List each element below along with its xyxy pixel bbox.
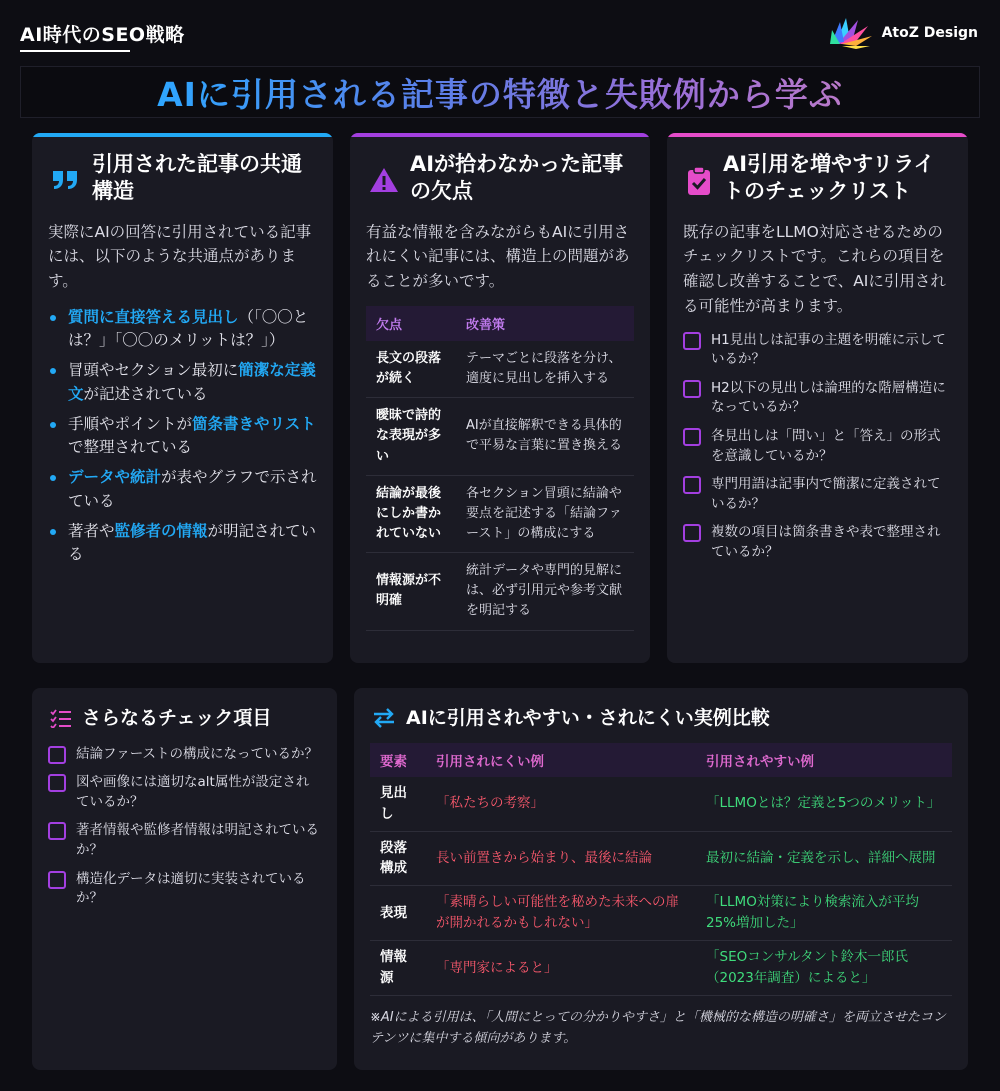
list-item: 冒頭やセクション最初に簡潔な定義文が記述されている (48, 359, 317, 406)
checklist-item: 複数の項目は箇条書きや表で整理されているか？ (683, 523, 952, 562)
rewrite-checklist (667, 319, 968, 563)
brand-name: AtoZ Design (881, 25, 978, 41)
element-cell: 段落構成 (370, 831, 426, 886)
table-header-row (366, 306, 634, 341)
card-header (354, 688, 968, 731)
checkbox[interactable] (683, 524, 701, 542)
column-header: 引用されにくい例 (426, 743, 696, 777)
checklist-item: 構造化データは適切に実装されているか？ (48, 870, 321, 909)
fix-cell: AIが直接解釈できる具体的で平易な言葉に置き換える (456, 398, 634, 475)
checklist-icon (50, 708, 72, 728)
column-header: 要素 (370, 743, 426, 777)
card-flaws (350, 133, 650, 663)
flaw-cell: 曖昧で詩的な表現が多い (366, 398, 456, 475)
checklist-item: H2以下の見出しは論理的な階層構造になっているか？ (683, 379, 952, 418)
card-header (32, 137, 333, 206)
table-row (366, 475, 634, 552)
main-title-box (20, 66, 980, 118)
fix-cell: 各セクション冒頭に結論や要点を記述する「結論ファースト」の構成にする (456, 475, 634, 552)
good-example-cell: 「SEOコンサルタント鈴木一郎氏（2023年調査）によると」 (696, 941, 952, 996)
card-header (32, 688, 337, 731)
table-row (366, 341, 634, 398)
checkbox[interactable] (683, 332, 701, 350)
card-intro: 有益な情報を含みながらもAIに引用されにくい記事には、構造上の問題があることが多いです。 (366, 222, 630, 291)
series-tag-underline (20, 50, 130, 52)
card-header (350, 137, 650, 206)
checklist-item: 著者情報や監修者情報は明記されているか？ (48, 821, 321, 860)
card-intro: 既存の記事をLLMO対応させるためのチェックリストです。これらの項目を確認し改善することで、AIに引用される可能性が高まります。 (683, 222, 946, 315)
element-cell: 見出し (370, 777, 426, 831)
flaw-cell: 結論が最後にしか書かれていない (366, 475, 456, 552)
column-header: 引用されやすい例 (696, 743, 952, 777)
clipboard-check-icon (685, 165, 713, 197)
checkbox[interactable] (683, 476, 701, 494)
card-title: AI引用を増やすリライトのチェックリスト (723, 152, 935, 204)
swap-arrows-icon (372, 708, 396, 728)
column-header: 欠点 (366, 306, 456, 341)
checklist-item: 専門用語は記事内で簡潔に定義されているか？ (683, 475, 952, 514)
element-cell: 情報源 (370, 941, 426, 996)
list-item: データや統計が表やグラフで示されている (48, 466, 317, 513)
table-row (370, 831, 952, 886)
brand (830, 16, 978, 50)
card-header (667, 137, 968, 206)
column-header: 改善策 (456, 306, 634, 341)
flaws-table (366, 306, 634, 631)
fix-cell: 統計データや専門的見解には、必ず引用元や参考文献を明記する (456, 553, 634, 630)
card-title: AIが拾わなかった記事の欠点 (410, 152, 624, 204)
series-tag: AI時代のSEO戦略 (20, 24, 185, 46)
table-row (366, 553, 634, 630)
checkbox[interactable] (683, 428, 701, 446)
bad-example-cell: 「素晴らしい可能性を秘めた未来への扉が開かれるかもしれない」 (426, 886, 696, 941)
checklist-item: 図や画像には適切なalt属性が設定されているか？ (48, 773, 321, 812)
card-intro: 実際にAIの回答に引用されている記事には、以下のような共通点があります。 (48, 222, 312, 291)
good-example-cell: 「LLMOとは？定義と5つのメリット」 (696, 777, 952, 831)
list-item: 手順やポイントが箇条書きやリストで整理されている (48, 413, 317, 460)
fix-cell: テーマごとに段落を分け、適度に見出しを挿入する (456, 341, 634, 398)
more-checks-list (32, 731, 337, 909)
brand-logo-icon (830, 16, 874, 50)
card-title: AIに引用されやすい・されにくい実例比較 (406, 707, 770, 729)
checklist-item: 結論ファーストの構成になっているか？ (48, 745, 321, 765)
checkbox[interactable] (48, 746, 66, 764)
checkbox[interactable] (683, 380, 701, 398)
table-row (366, 398, 634, 475)
checkbox[interactable] (48, 774, 66, 792)
bad-example-cell: 長い前置きから始まり、最後に結論 (426, 831, 696, 886)
checklist-item: 各見出しは「問い」と「答え」の形式を意識しているか？ (683, 427, 952, 466)
card-comparison (354, 688, 968, 1070)
footnote: ※AIによる引用は、「人間にとっての分かりやすさ」と「機械的な構造の明確さ」を両立させたコンテンツに集中する傾向があります。 (370, 1010, 946, 1046)
good-example-cell: 「LLMO対策により検索流入が平均25%増加した」 (696, 886, 952, 941)
good-example-cell: 最初に結論・定義を示し、詳細へ展開 (696, 831, 952, 886)
flaw-cell: 情報源が不明確 (366, 553, 456, 630)
card-common-structure (32, 133, 333, 663)
comparison-table (370, 743, 952, 996)
structure-points-list (32, 294, 333, 567)
list-item: 質問に直接答える見出し（「〇〇とは？」「〇〇のメリットは？」） (48, 306, 317, 353)
element-cell: 表現 (370, 886, 426, 941)
card-more-checks (32, 688, 337, 1070)
warning-icon (368, 165, 400, 195)
list-item: 著者や監修者の情報が明記されている (48, 520, 317, 567)
card-rewrite-checklist (667, 133, 968, 663)
flaw-cell: 長文の段落が続く (366, 341, 456, 398)
table-row (370, 941, 952, 996)
checkbox[interactable] (48, 871, 66, 889)
quote-icon (50, 165, 82, 195)
checklist-item: H1見出しは記事の主題を明確に示しているか？ (683, 331, 952, 370)
table-row (370, 886, 952, 941)
card-title: 引用された記事の共通構造 (92, 152, 302, 204)
bad-example-cell: 「私たちの考察」 (426, 777, 696, 831)
table-row (370, 777, 952, 831)
card-title: さらなるチェック項目 (82, 707, 272, 729)
main-title: AIに引用される記事の特徴と失敗例から学ぶ (157, 69, 843, 116)
checkbox[interactable] (48, 822, 66, 840)
bad-example-cell: 「専門家によると」 (426, 941, 696, 996)
table-header-row (370, 743, 952, 777)
